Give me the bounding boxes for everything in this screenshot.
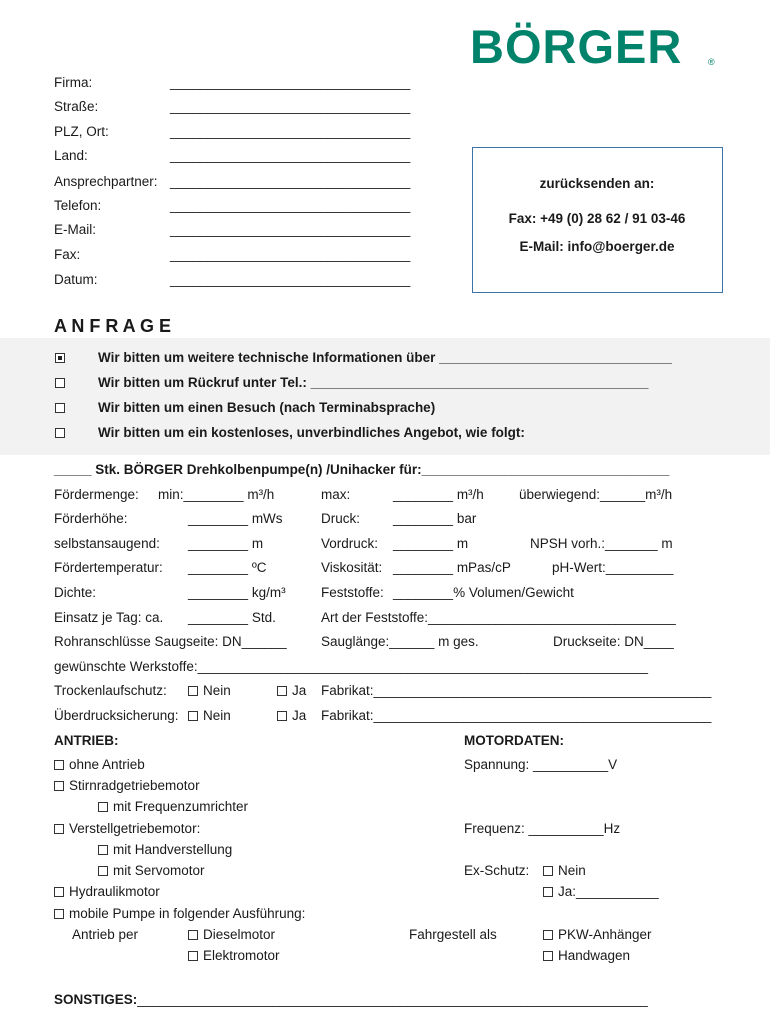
- input-strasse[interactable]: ________________________________: [170, 99, 411, 114]
- input-selbstansaugend[interactable]: ________ m: [188, 536, 264, 551]
- checkbox-icon: [54, 760, 64, 770]
- label-druck: Druck:: [321, 511, 361, 526]
- label-temperatur: Fördertemperatur:: [54, 560, 163, 575]
- input-land[interactable]: ________________________________: [170, 148, 411, 163]
- label-selbstansaugend: selbstansaugend:: [54, 536, 160, 551]
- input-foerderhoehe[interactable]: ________ mWs: [188, 511, 283, 526]
- label-max: max:: [321, 487, 351, 502]
- option-offer: Wir bitten um ein kostenloses, unverbindliches Angebot, wie folgt:: [98, 425, 525, 440]
- checkbox-stirnrad[interactable]: [54, 778, 200, 794]
- ex-nein-label: Nein: [558, 863, 586, 878]
- stirnrad-label: Stirnradgetriebemotor: [69, 778, 200, 793]
- label-ex-schutz: Ex-Schutz:: [464, 863, 530, 878]
- input-druckseite[interactable]: Druckseite: DN____: [553, 634, 674, 649]
- input-vordruck[interactable]: ________ m: [393, 536, 469, 551]
- elektromotor-label: Elektromotor: [203, 948, 280, 963]
- checkbox-icon: [98, 802, 108, 812]
- input-plz-ort[interactable]: ________________________________: [170, 124, 411, 139]
- checkbox-verstell[interactable]: [54, 821, 200, 837]
- handverstellung-label: mit Handverstellung: [113, 842, 233, 857]
- input-feststoffe[interactable]: ________% Volumen/Gewicht: [393, 585, 574, 600]
- label-foerdermenge: Fördermenge:: [54, 487, 139, 502]
- checkbox-elektromotor[interactable]: [188, 948, 280, 964]
- input-werkstoffe[interactable]: gewünschte Werkstoffe:____________________________________________________________: [54, 659, 649, 674]
- label-telefon: Telefon:: [54, 198, 102, 213]
- checkbox-icon: [98, 845, 108, 855]
- input-fabrikat-ueberdruck[interactable]: Fabrikat:_____________________________________________: [321, 708, 712, 723]
- checkbox-icon: [188, 686, 198, 696]
- input-fax[interactable]: ________________________________: [170, 247, 411, 262]
- label-datum: Datum:: [54, 272, 98, 287]
- ohne-antrieb-label: ohne Antrieb: [69, 757, 145, 772]
- input-telefon[interactable]: ________________________________: [170, 198, 411, 213]
- mobile-label: mobile Pumpe in folgender Ausführung:: [69, 906, 306, 921]
- label-feststoffe: Feststoffe:: [321, 585, 384, 600]
- dieselmotor-label: Dieselmotor: [203, 927, 276, 942]
- label-plz-ort: PLZ, Ort:: [54, 124, 109, 139]
- return-heading: zurücksenden an:: [539, 176, 655, 191]
- checkbox-checked-icon: [55, 353, 65, 363]
- input-sonstiges[interactable]: SONSTIGES:____________________________________________________________________: [54, 992, 648, 1007]
- input-sauglaenge[interactable]: Sauglänge:______ m ges.: [321, 634, 479, 649]
- hydraulik-label: Hydraulikmotor: [69, 884, 160, 899]
- frequenzumrichter-label: mit Frequenzumrichter: [113, 799, 249, 814]
- antrieb-title: ANTRIEB:: [54, 733, 119, 748]
- label-ansprechpartner: Ansprechpartner:: [54, 174, 158, 189]
- input-einsatz[interactable]: ________ Std.: [188, 610, 276, 625]
- label-dichte: Dichte:: [54, 585, 97, 600]
- input-ph[interactable]: pH-Wert:_________: [552, 560, 674, 575]
- checkbox-servomotor[interactable]: [98, 863, 205, 879]
- label-firma: Firma:: [54, 75, 93, 90]
- handwagen-label: Handwagen: [558, 948, 631, 963]
- pump-spec-header[interactable]: _____ Stk. BÖRGER Drehkolbenpumpe(n) /Unihacker für:_________________________________: [54, 462, 670, 477]
- input-ueberwiegend[interactable]: überwiegend:______m³/h: [519, 487, 673, 502]
- label-fahrgestell: Fahrgestell als: [409, 927, 497, 942]
- label-land: Land:: [54, 148, 88, 163]
- input-firma[interactable]: ________________________________: [170, 75, 411, 90]
- label-strasse: Straße:: [54, 99, 99, 114]
- input-druck[interactable]: ________ bar: [393, 511, 477, 526]
- checkbox-icon: [54, 824, 64, 834]
- input-foerdermenge-max[interactable]: ________ m³/h: [393, 487, 484, 502]
- checkbox-icon: [543, 887, 553, 897]
- checkbox-visit[interactable]: [55, 400, 70, 416]
- input-fabrikat-trocken[interactable]: Fabrikat:_____________________________________________: [321, 683, 712, 698]
- checkbox-ueberdruck-nein[interactable]: [188, 708, 231, 724]
- option-visit: Wir bitten um einen Besuch (nach Terminabsprache): [98, 400, 436, 415]
- sonstiges-label: SONSTIGES:: [54, 992, 138, 1007]
- label-foerderhoehe: Förderhöhe:: [54, 511, 128, 526]
- registered-mark: ®: [708, 57, 715, 67]
- checkbox-icon: [188, 711, 198, 721]
- checkbox-icon: [55, 403, 65, 413]
- label-trockenlauf: Trockenlaufschutz:: [54, 683, 167, 698]
- input-temperatur[interactable]: ________ ºC: [188, 560, 267, 575]
- option-technical-info: Wir bitten um weitere technische Informationen über _______________________________: [98, 350, 672, 365]
- ja-label: Ja: [292, 708, 307, 723]
- label-ueberdruck: Überdrucksicherung:: [54, 708, 179, 723]
- checkbox-pkw-anhaenger[interactable]: [543, 927, 652, 943]
- checkbox-handwagen[interactable]: [543, 948, 630, 964]
- anfrage-title: A N F R A G E: [54, 316, 171, 336]
- label-viskositaet: Viskosität:: [321, 560, 383, 575]
- logo-text: BÖRGER: [470, 20, 683, 73]
- checkbox-hydraulik[interactable]: [54, 884, 160, 900]
- label-antrieb-per: Antrieb per: [72, 927, 139, 942]
- input-foerdermenge-min[interactable]: min:________ m³/h: [158, 487, 275, 502]
- motordaten-title: MOTORDATEN:: [464, 733, 564, 748]
- input-ansprechpartner[interactable]: ________________________________: [170, 174, 411, 189]
- input-rohranschluss[interactable]: Rohranschlüsse Saugseite: DN______: [54, 634, 287, 649]
- checkbox-icon: [543, 930, 553, 940]
- label-einsatz: Einsatz je Tag: ca.: [54, 610, 164, 625]
- checkbox-trockenlauf-ja[interactable]: [277, 683, 306, 699]
- boerger-logo: [470, 18, 725, 73]
- checkbox-offer[interactable]: [55, 425, 70, 441]
- ex-ja-label: Ja:___________: [558, 884, 659, 899]
- checkbox-icon: [277, 686, 287, 696]
- checkbox-mobile[interactable]: [54, 906, 305, 922]
- input-email[interactable]: ________________________________: [170, 222, 411, 237]
- return-fax: Fax: +49 (0) 28 62 / 91 03-46: [508, 211, 686, 226]
- ja-label: Ja: [292, 683, 307, 698]
- input-frequenz[interactable]: Frequenz: __________Hz: [464, 821, 621, 836]
- return-email[interactable]: E-Mail: info@boerger.de: [519, 239, 675, 254]
- checkbox-ueberdruck-ja[interactable]: [277, 708, 306, 724]
- checkbox-icon: [98, 866, 108, 876]
- label-vordruck: Vordruck:: [321, 536, 379, 551]
- checkbox-icon: [543, 866, 553, 876]
- servomotor-label: mit Servomotor: [113, 863, 205, 878]
- checkbox-icon: [55, 378, 65, 388]
- pkw-label: PKW-Anhänger: [558, 927, 652, 942]
- input-dichte[interactable]: ________ kg/m³: [188, 585, 286, 600]
- checkbox-icon: [54, 887, 64, 897]
- checkbox-icon: [54, 781, 64, 791]
- label-fax: Fax:: [54, 247, 81, 262]
- nein-label: Nein: [203, 683, 231, 698]
- input-spannung[interactable]: Spannung: __________V: [464, 757, 618, 772]
- checkbox-technical-info[interactable]: [55, 350, 70, 366]
- checkbox-dieselmotor[interactable]: [188, 927, 275, 943]
- checkbox-icon: [188, 951, 198, 961]
- checkbox-icon: [54, 909, 64, 919]
- checkbox-icon: [543, 951, 553, 961]
- checkbox-ohne-antrieb[interactable]: [54, 757, 145, 773]
- input-viskositaet[interactable]: ________ mPas/cP: [393, 560, 511, 575]
- checkbox-ex-ja[interactable]: [543, 884, 659, 900]
- option-callback: Wir bitten um Rückruf unter Tel.: _____________________________________________: [98, 375, 649, 390]
- label-email: E-Mail:: [54, 222, 97, 237]
- checkbox-ex-nein[interactable]: [543, 863, 586, 879]
- checkbox-icon: [277, 711, 287, 721]
- input-datum[interactable]: ________________________________: [170, 272, 411, 287]
- checkbox-icon: [188, 930, 198, 940]
- return-address-box: [472, 147, 723, 293]
- input-npsh[interactable]: NPSH vorh.:_______ m: [530, 536, 673, 551]
- verstell-label: Verstellgetriebemotor:: [69, 821, 201, 836]
- input-art-feststoffe[interactable]: Art der Feststoffe:_________________________________: [321, 610, 676, 625]
- checkbox-handverstellung[interactable]: [98, 842, 232, 858]
- checkbox-icon: [55, 428, 65, 438]
- checkbox-frequenzumrichter[interactable]: [98, 799, 248, 815]
- checkbox-callback[interactable]: [55, 375, 70, 391]
- checkbox-trockenlauf-nein[interactable]: [188, 683, 231, 699]
- nein-label: Nein: [203, 708, 231, 723]
